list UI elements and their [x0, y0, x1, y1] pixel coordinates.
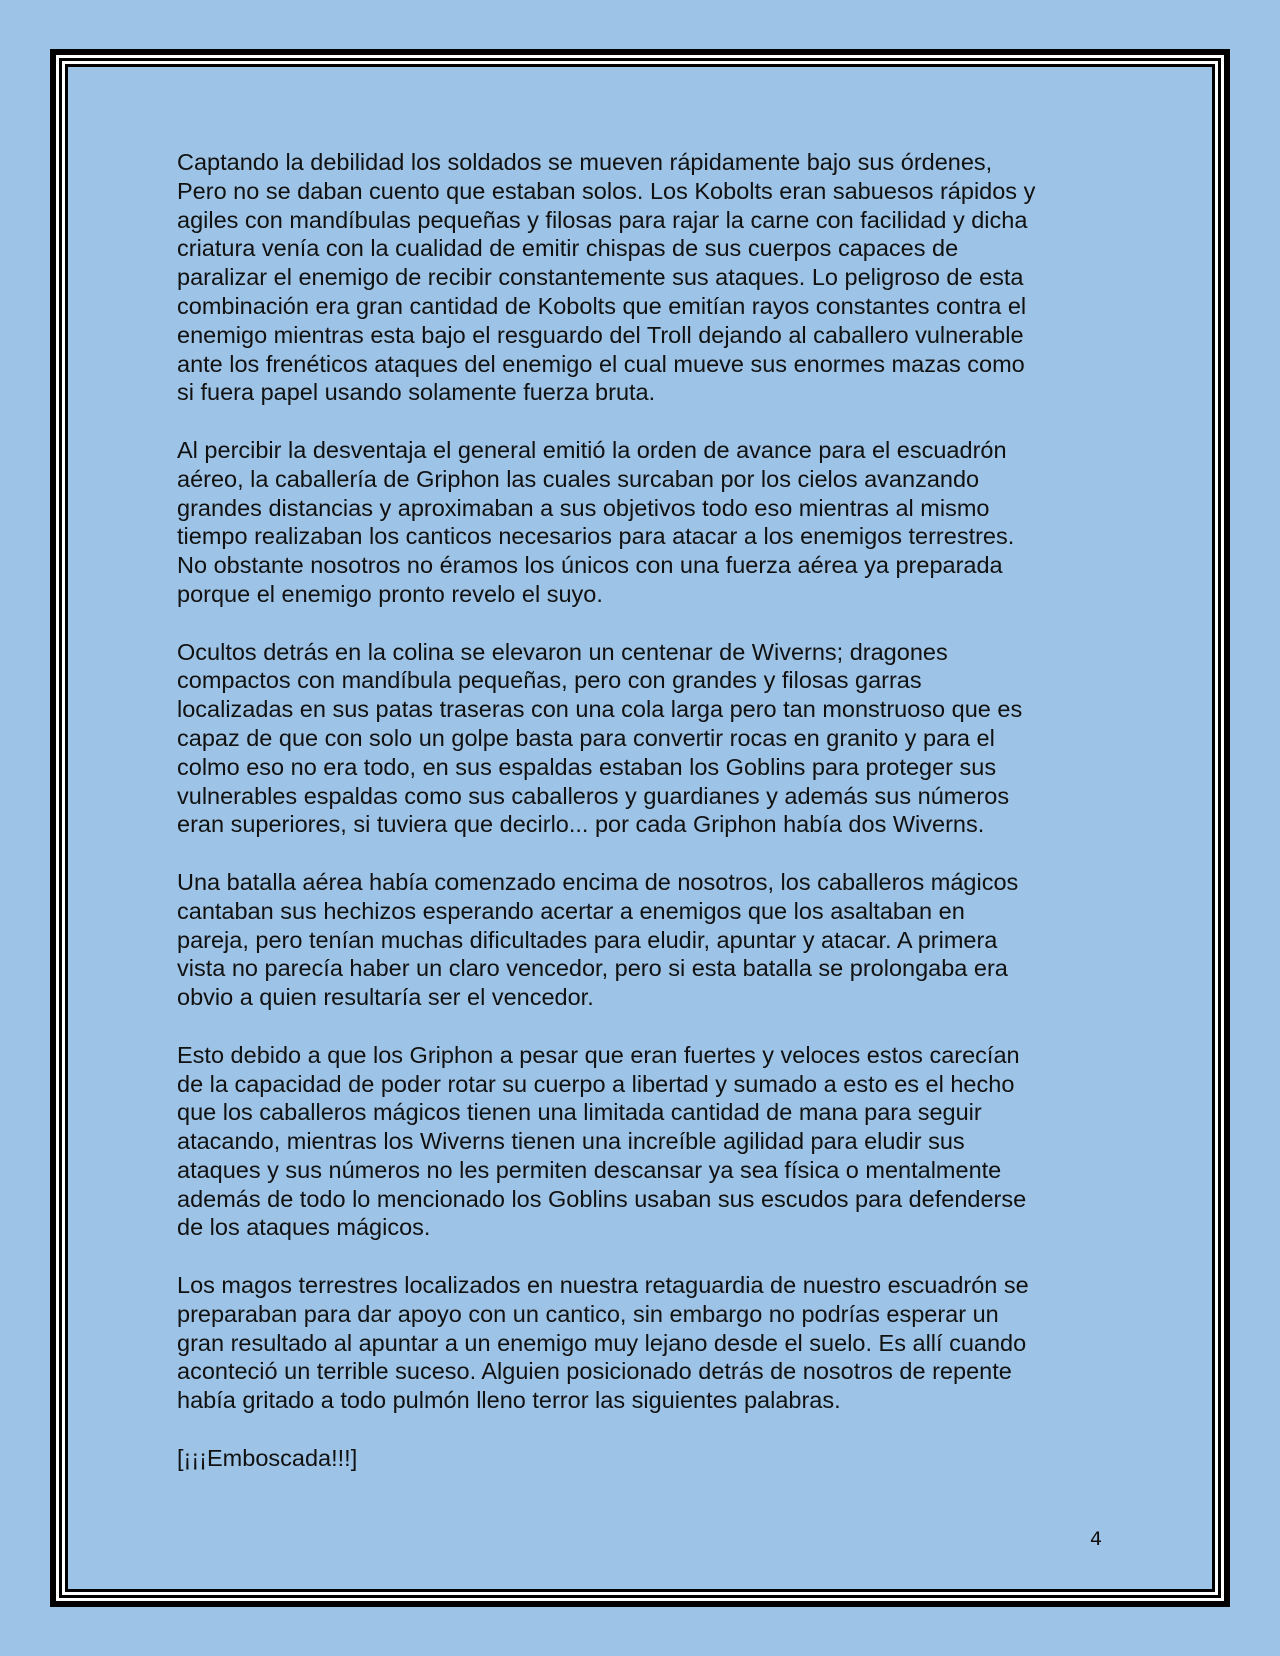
paragraph-4: Una batalla aérea había comenzado encima de nosotros, los caballeros mágicos cantaban sus hechizos esperando acertar a enemigos que los asaltaban en pareja, pero tenían muchas dificultades para eludir, apuntar y atacar. A primera vista no parecía haber un claro vencedor, pero si esta batalla se prolongaba era obvio a quien resultaría ser el vencedor. — [177, 868, 1019, 1011]
page-number: 4 — [1090, 1528, 1103, 1550]
paragraph-7: [¡¡¡Emboscada!!!] — [177, 1444, 358, 1471]
paragraph-2: Al percibir la desventaja el general emitió la orden de avance para el escuadrón aéreo, la caballería de Griphon las cuales surcaban por los cielos avanzando grandes distancias y aproximaban a sus objetivos todo eso mientras al mismo tiempo realizaban los canticos necesarios para atacar a los enemigos terrestres. No obstante nosotros no éramos los únicos con una fuerza aérea ya preparada porque el enemigo pronto revelo el suyo. — [177, 436, 1015, 607]
page-body — [177, 148, 1117, 1501]
paragraph-3: Ocultos detrás en la colina se elevaron un centenar de Wiverns; dragones compactos con mandíbula pequeñas, pero con grandes y filosas garras localizadas en sus patas traseras con una cola larga pero tan monstruoso que es capaz de que con solo un golpe basta para convertir rocas en granito y para el colmo eso no era todo, en sus espaldas estaban los Goblins para proteger sus vulnerables espaldas como sus caballeros y guardianes y además sus números eran superiores, si tuviera que decirlo... por cada Griphon había dos Wiverns. — [177, 638, 1023, 838]
paragraph-6: Los magos terrestres localizados en nuestra retaguardia de nuestro escuadrón se preparaban para dar apoyo con un cantico, sin embargo no podrías esperar un gran resultado al apuntar a un enemigo muy lejano desde el suelo. Es allí cuando aconteció un terrible suceso. Alguien posicionado detrás de nosotros de repente había gritado a todo pulmón lleno terror las siguientes palabras. — [177, 1272, 1029, 1414]
paragraph-5: Esto debido a que los Griphon a pesar que eran fuertes y veloces estos carecían de la capacidad de poder rotar su cuerpo a libertad y sumado a esto es el hecho que los caballeros mágicos tienen una limitada cantidad de mana para seguir atacando, mientras los Wiverns tienen una increíble agilidad para eludir sus ataques y sus números no les permiten descansar ya sea física o mentalmente además de todo lo mencionado los Goblins usaban sus escudos para defenderse de los ataques mágicos. — [177, 1041, 1027, 1241]
paragraph-1: Captando la debilidad los soldados se mueven rápidamente bajo sus órdenes, Pero no se daban cuento que estaban solos. Los Kobolts eran sabuesos rápidos y agiles con mandíbulas pequeñas y filosas para rajar la carne con facilidad y dicha criatura venía con la cualidad de emitir chispas de sus cuerpos capaces de paralizar el enemigo de recibir constantemente sus ataques. Lo peligroso de esta combinación era gran cantidad de Kobolts que emitían rayos constantes contra el enemigo mientras esta bajo el resguardo del Troll dejando al caballero vulnerable ante los frenéticos ataques del enemigo el cual mueve sus enormes mazas como si fuera papel usando solamente fuerza bruta. — [177, 149, 1036, 406]
